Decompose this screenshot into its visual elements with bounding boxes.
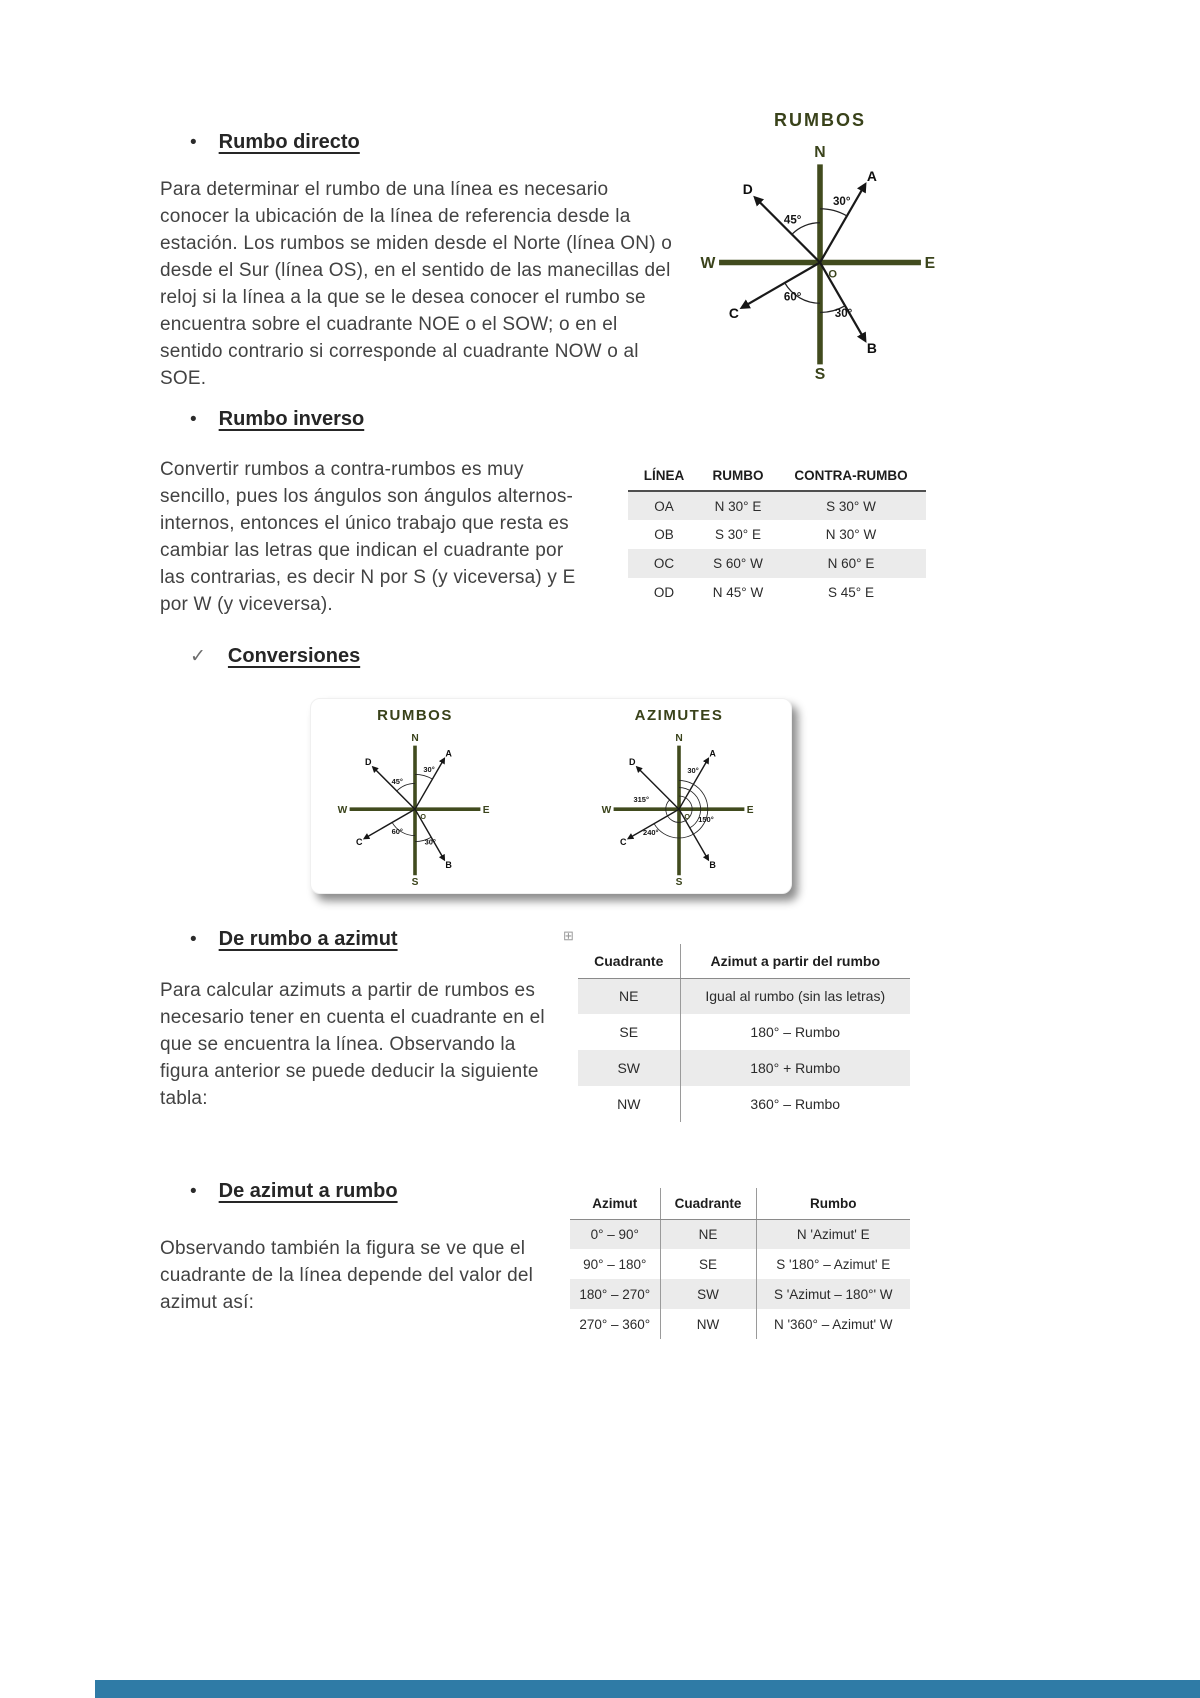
azimut-a-rumbo-table bbox=[570, 1188, 910, 1339]
column-header-rumbo: RUMBO bbox=[700, 460, 776, 491]
table-cell: 0° – 90° bbox=[570, 1219, 660, 1249]
table-row bbox=[578, 978, 910, 1014]
table-row bbox=[570, 1309, 910, 1339]
label-west: W bbox=[337, 804, 348, 816]
conversion-figure bbox=[310, 698, 792, 894]
angle-n-d: 45° bbox=[391, 777, 403, 786]
table-row bbox=[570, 1219, 910, 1249]
table-cell: N 'Azimut' E bbox=[796, 1226, 870, 1242]
table-cell: S 30° W bbox=[826, 498, 876, 514]
paragraph-de-rumbo-a-azimut: Para calcular azimuts a partir de rumbos es necesario tener en cuenta el cuadrante en el que se encuentra la línea. Observando la figura anterior se puede deducir la siguiente tabla: bbox=[160, 980, 545, 1109]
paragraph-rumbo-directo: Para determinar el rumbo de una línea es necesario conocer la ubicación de la línea de referencia desde la estación. Los rumbos se miden desde el Norte (línea ON) o desde el Sur (línea OS), en el sentido de las manecillas del reloj si la línea a la que se le desea conocer el rumbo se encuentra sobre el cuadrante NOE o el SOW; o en el sentido contrario si corresponde al cuadrante NOW o al SOE. bbox=[160, 179, 672, 389]
table-cell: N 30° W bbox=[825, 527, 877, 542]
table-row bbox=[570, 1249, 910, 1279]
angle-n-d: 45° bbox=[783, 214, 802, 227]
contra-rumbo-table bbox=[628, 460, 926, 607]
label-east: E bbox=[924, 255, 936, 273]
table-row bbox=[628, 578, 926, 607]
label-south: S bbox=[814, 366, 826, 381]
label-east: E bbox=[482, 804, 490, 816]
table-cell: OB bbox=[654, 527, 674, 542]
table-row bbox=[628, 491, 926, 520]
table-cell: S 'Azimut – 180°' W bbox=[773, 1286, 893, 1302]
label-origin: O bbox=[828, 268, 837, 281]
label-point-c: C bbox=[355, 837, 363, 848]
table-cell: S 45° E bbox=[828, 585, 874, 600]
table-header-row bbox=[578, 944, 910, 978]
angle-s-b: 30° bbox=[424, 837, 436, 847]
label-point-c: C bbox=[619, 837, 627, 848]
angle-azimuth-b: 150° bbox=[698, 814, 714, 824]
table-header-row bbox=[628, 460, 926, 491]
table-cell: OC bbox=[653, 556, 675, 571]
checkmark-icon: ✓ bbox=[190, 646, 206, 667]
table-row bbox=[578, 1050, 910, 1086]
table-row bbox=[578, 1014, 910, 1050]
heading-conversiones: Conversiones bbox=[227, 645, 361, 667]
heading-rumbo-directo: Rumbo directo bbox=[218, 131, 360, 153]
paragraph-de-azimut-a-rumbo: Observando también la figura se ve que el cuadrante de la línea depende del valor del azimut así: bbox=[160, 1238, 534, 1313]
next-section-highlight-bar bbox=[95, 1680, 1200, 1698]
label-point-a: A bbox=[445, 748, 452, 759]
table-cell: Igual al rumbo (sin las letras) bbox=[705, 988, 886, 1005]
label-north: N bbox=[411, 732, 419, 744]
table-cell: S 30° E bbox=[715, 527, 761, 542]
label-point-d: D bbox=[628, 756, 636, 767]
label-west: W bbox=[601, 804, 612, 816]
angle-azimuth-c: 240° bbox=[643, 828, 659, 837]
bullet-icon: • bbox=[190, 929, 197, 950]
table-cell: 180° – 270° bbox=[570, 1279, 660, 1309]
label-point-d: D bbox=[364, 756, 372, 767]
column-header-azimut-a-partir: Azimut a partir del rumbo bbox=[680, 944, 910, 978]
table-cell: NE bbox=[660, 1219, 756, 1249]
column-header-linea: LÍNEA bbox=[628, 460, 700, 491]
paragraph-rumbo-inverso: Convertir rumbos a contra-rumbos es muy sencillo, pues los ángulos son ángulos alternos-internos, entonces el único trabajo que resta es cambiar las letras que indican el cuadrante por las contrarias, es decir N por S (y viceversa) y E por W (y viceversa). bbox=[160, 459, 576, 615]
column-header-azimut: Azimut bbox=[570, 1188, 660, 1219]
compass-rumbos-diagram bbox=[700, 131, 940, 381]
label-west: W bbox=[700, 255, 716, 273]
label-north: N bbox=[814, 143, 826, 161]
label-origin: O bbox=[684, 811, 690, 821]
section-heading-de-azimut-a-rumbo bbox=[190, 1180, 398, 1203]
table-cell: 360° – Rumbo bbox=[750, 1096, 841, 1112]
label-south: S bbox=[411, 876, 419, 886]
table-cell: N 45° W bbox=[712, 585, 764, 600]
label-point-b: B bbox=[709, 860, 716, 870]
table-cell: SE bbox=[578, 1014, 680, 1050]
figure-rumbos-diagram bbox=[695, 110, 945, 381]
label-north: N bbox=[675, 732, 683, 744]
table-cell: SW bbox=[578, 1050, 680, 1086]
section-heading-conversiones bbox=[190, 645, 360, 668]
table-cell: 270° – 360° bbox=[570, 1309, 660, 1339]
table-cell: NW bbox=[660, 1309, 756, 1339]
table-row bbox=[628, 549, 926, 578]
angle-n-a: 30° bbox=[423, 765, 435, 774]
label-point-d: D bbox=[742, 180, 753, 197]
table-row bbox=[628, 520, 926, 549]
section-heading-rumbo-inverso bbox=[190, 408, 364, 431]
section-heading-de-rumbo-a-azimut bbox=[190, 928, 398, 951]
table-cell: SW bbox=[660, 1279, 756, 1309]
table-cell: OA bbox=[654, 498, 674, 514]
label-point-a: A bbox=[709, 748, 716, 759]
angle-azimuth-d: 315° bbox=[633, 795, 649, 804]
label-south: S bbox=[675, 876, 683, 886]
column-header-cuadrante: Cuadrante bbox=[578, 944, 680, 978]
table-row bbox=[578, 1086, 910, 1122]
table-row bbox=[570, 1279, 910, 1309]
label-east: E bbox=[746, 804, 754, 816]
section-heading-rumbo-directo bbox=[190, 131, 360, 154]
table-cell: SE bbox=[660, 1249, 756, 1279]
object-anchor-icon: ⊞ bbox=[563, 928, 574, 943]
heading-rumbo-inverso: Rumbo inverso bbox=[218, 408, 365, 430]
table-header-row bbox=[570, 1188, 910, 1219]
label-point-b: B bbox=[445, 860, 452, 870]
compass-rumbos-small bbox=[329, 724, 501, 886]
label-point-c: C bbox=[728, 305, 739, 322]
table-cell: N '360° – Azimut' W bbox=[773, 1316, 893, 1332]
table-cell: NW bbox=[578, 1086, 680, 1122]
table-cell: 90° – 180° bbox=[570, 1249, 660, 1279]
table-cell: N 60° E bbox=[827, 556, 875, 571]
rumbos-diagram-title: RUMBOS bbox=[774, 110, 866, 130]
label-point-b: B bbox=[866, 340, 877, 357]
angle-azimuth-a: 30° bbox=[687, 766, 699, 776]
label-point-a: A bbox=[866, 168, 877, 184]
column-header-contra-rumbo: CONTRA-RUMBO bbox=[776, 460, 926, 491]
angle-s-c: 60° bbox=[783, 291, 802, 304]
angle-n-a: 30° bbox=[832, 196, 851, 209]
heading-de-rumbo-a-azimut: De rumbo a azimut bbox=[218, 928, 398, 950]
table-cell: 180° – Rumbo bbox=[750, 1024, 841, 1040]
bullet-icon: • bbox=[190, 132, 197, 153]
figure-rumbos-small bbox=[329, 707, 501, 893]
rumbo-a-azimut-table bbox=[578, 944, 910, 1122]
angle-s-b: 30° bbox=[834, 308, 853, 321]
angle-s-c: 60° bbox=[391, 826, 403, 836]
bullet-icon: • bbox=[190, 409, 197, 430]
bullet-icon: • bbox=[190, 1181, 197, 1202]
table-cell: OD bbox=[653, 585, 675, 600]
heading-de-azimut-a-rumbo: De azimut a rumbo bbox=[218, 1180, 398, 1202]
column-header-rumbo: Rumbo bbox=[756, 1188, 910, 1219]
column-header-cuadrante: Cuadrante bbox=[660, 1188, 756, 1219]
table-cell: N 30° E bbox=[714, 498, 762, 514]
figure-azimutes bbox=[593, 707, 765, 893]
table-cell: S 60° W bbox=[713, 556, 763, 571]
label-origin: O bbox=[420, 811, 426, 821]
azimutes-title: AZIMUTES bbox=[634, 707, 724, 724]
compass-azimutes bbox=[593, 724, 765, 886]
rumbos-small-title: RUMBOS bbox=[377, 707, 453, 724]
table-cell: S '180° – Azimut' E bbox=[776, 1256, 891, 1272]
table-cell: 180° + Rumbo bbox=[750, 1060, 841, 1076]
table-cell: NE bbox=[578, 978, 680, 1014]
